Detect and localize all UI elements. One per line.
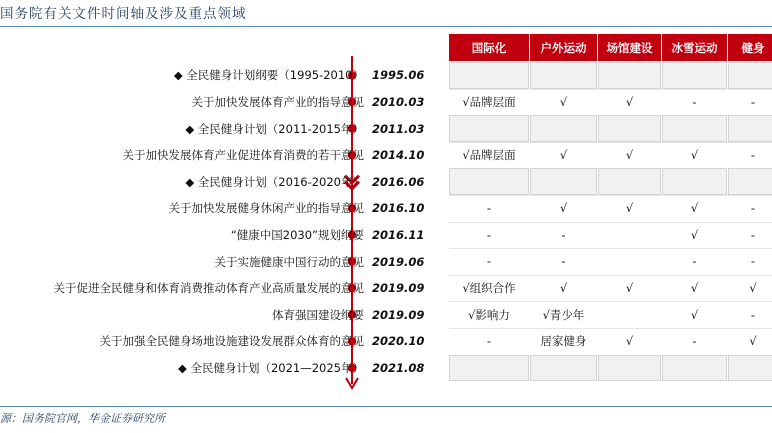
table-cell [449,62,529,89]
table-cell: √ [749,334,757,349]
table-cell [662,62,727,89]
year-label: 2016.10 [372,201,425,216]
table-cell: √青少年 [542,307,585,322]
table-cell: √ [690,281,699,296]
column-header: 户外运动 [530,34,597,61]
table-cell: - [750,307,756,322]
document-label: 关于实施健康中国行动的意见 [214,254,364,269]
table-cell: √品牌层面 [462,148,516,163]
document-label: 关于加快发展体育产业的指导意见 [191,94,364,109]
table-cell: - [750,227,756,242]
table-cell: √ [625,281,634,296]
table-cell [449,115,529,142]
table-cell: - [750,201,756,216]
table-cell: - [750,254,756,269]
table-cell: - [750,148,756,163]
table-cell [449,355,529,382]
table-cell [598,355,661,382]
table-cell [662,355,727,382]
table-cell: √ [559,148,568,163]
table-cell: - [692,334,697,349]
document-label: ◆ 全民健身计划（2021—2025年） [177,360,364,375]
table-cell [598,248,661,275]
document-label: 关于加快发展健身休闲产业的指导意见 [168,201,364,216]
document-label: 关于加快发展体育产业促进体育消费的若干意见 [122,148,364,163]
year-label: 2016.06 [372,174,425,189]
document-label: 体育强国建设纲要 [272,307,364,322]
column-header: 国际化 [449,34,529,61]
table-cell [598,222,661,249]
document-label: ◆ 全民健身计划（2016-2020年） [185,174,364,189]
document-label: “健康中国2030”规划纲要 [230,227,364,242]
table-cell: √ [690,307,699,322]
table-cell [662,115,727,142]
table-cell: - [486,227,492,242]
column-header: 冰雪运动 [662,34,727,61]
table-cell: √ [690,227,699,242]
table-cell: - [486,254,492,269]
table-cell [728,168,772,195]
table-cell [598,115,661,142]
table-cell: - [486,201,492,216]
table-cell: √ [690,148,699,163]
table-cell: - [486,334,492,349]
table-cell: 居家健身 [540,334,587,349]
table-cell [530,115,597,142]
table-cell: - [561,227,566,242]
table-cell [530,62,597,89]
year-label: 2011.03 [372,121,425,136]
table-cell: √ [625,94,634,109]
document-label: ◆ 全民健身计划纲要（1995-2010） [173,68,364,83]
footer-divider [0,406,772,407]
table-cell: √ [625,148,634,163]
table-cell: √组织合作 [462,281,516,296]
year-label: 2010.03 [372,94,425,109]
document-label: 关于加强全民健身场地设施建设发展群众体育的意见 [99,334,364,349]
table-cell: √ [625,201,634,216]
table-cell [728,355,772,382]
document-label: 关于促进全民健身和体育消费推动体育产业高质量发展的意见 [53,281,364,296]
page-title: 国务院有关文件时间轴及涉及重点领域 [0,6,247,22]
table-cell: √ [625,334,634,349]
year-label: 2019.06 [372,254,425,269]
table-cell [530,168,597,195]
year-label: 2020.10 [372,334,425,349]
table-cell [728,62,772,89]
table-cell: √品牌层面 [462,94,516,109]
column-header: 健身 [728,34,772,61]
table-cell: - [561,254,566,269]
source-note: 源：国务院官网，华金证券研究所 [0,412,165,425]
table-cell: √ [749,281,757,296]
table-cell: √ [559,201,568,216]
year-label: 2014.10 [372,148,425,163]
table-cell: √影响力 [468,307,510,322]
table-cell: √ [690,201,699,216]
year-label: 2019.09 [372,307,425,322]
year-label: 2021.08 [372,360,425,375]
column-header: 场馆建设 [598,34,661,61]
table-cell [449,168,529,195]
document-label: ◆ 全民健身计划（2011-2015年） [185,121,364,136]
table-cell: √ [559,94,568,109]
table-cell [598,62,661,89]
year-label: 2016.11 [372,227,425,242]
year-label: 2019.09 [372,281,425,296]
table-cell [598,301,661,328]
table-cell: - [750,94,756,109]
table-cell [530,355,597,382]
table-cell [598,168,661,195]
year-label: 1995.06 [372,68,425,83]
table-cell: - [692,94,697,109]
table-cell [662,168,727,195]
table-cell [728,115,772,142]
table-cell: √ [559,281,568,296]
table-cell: - [692,254,697,269]
